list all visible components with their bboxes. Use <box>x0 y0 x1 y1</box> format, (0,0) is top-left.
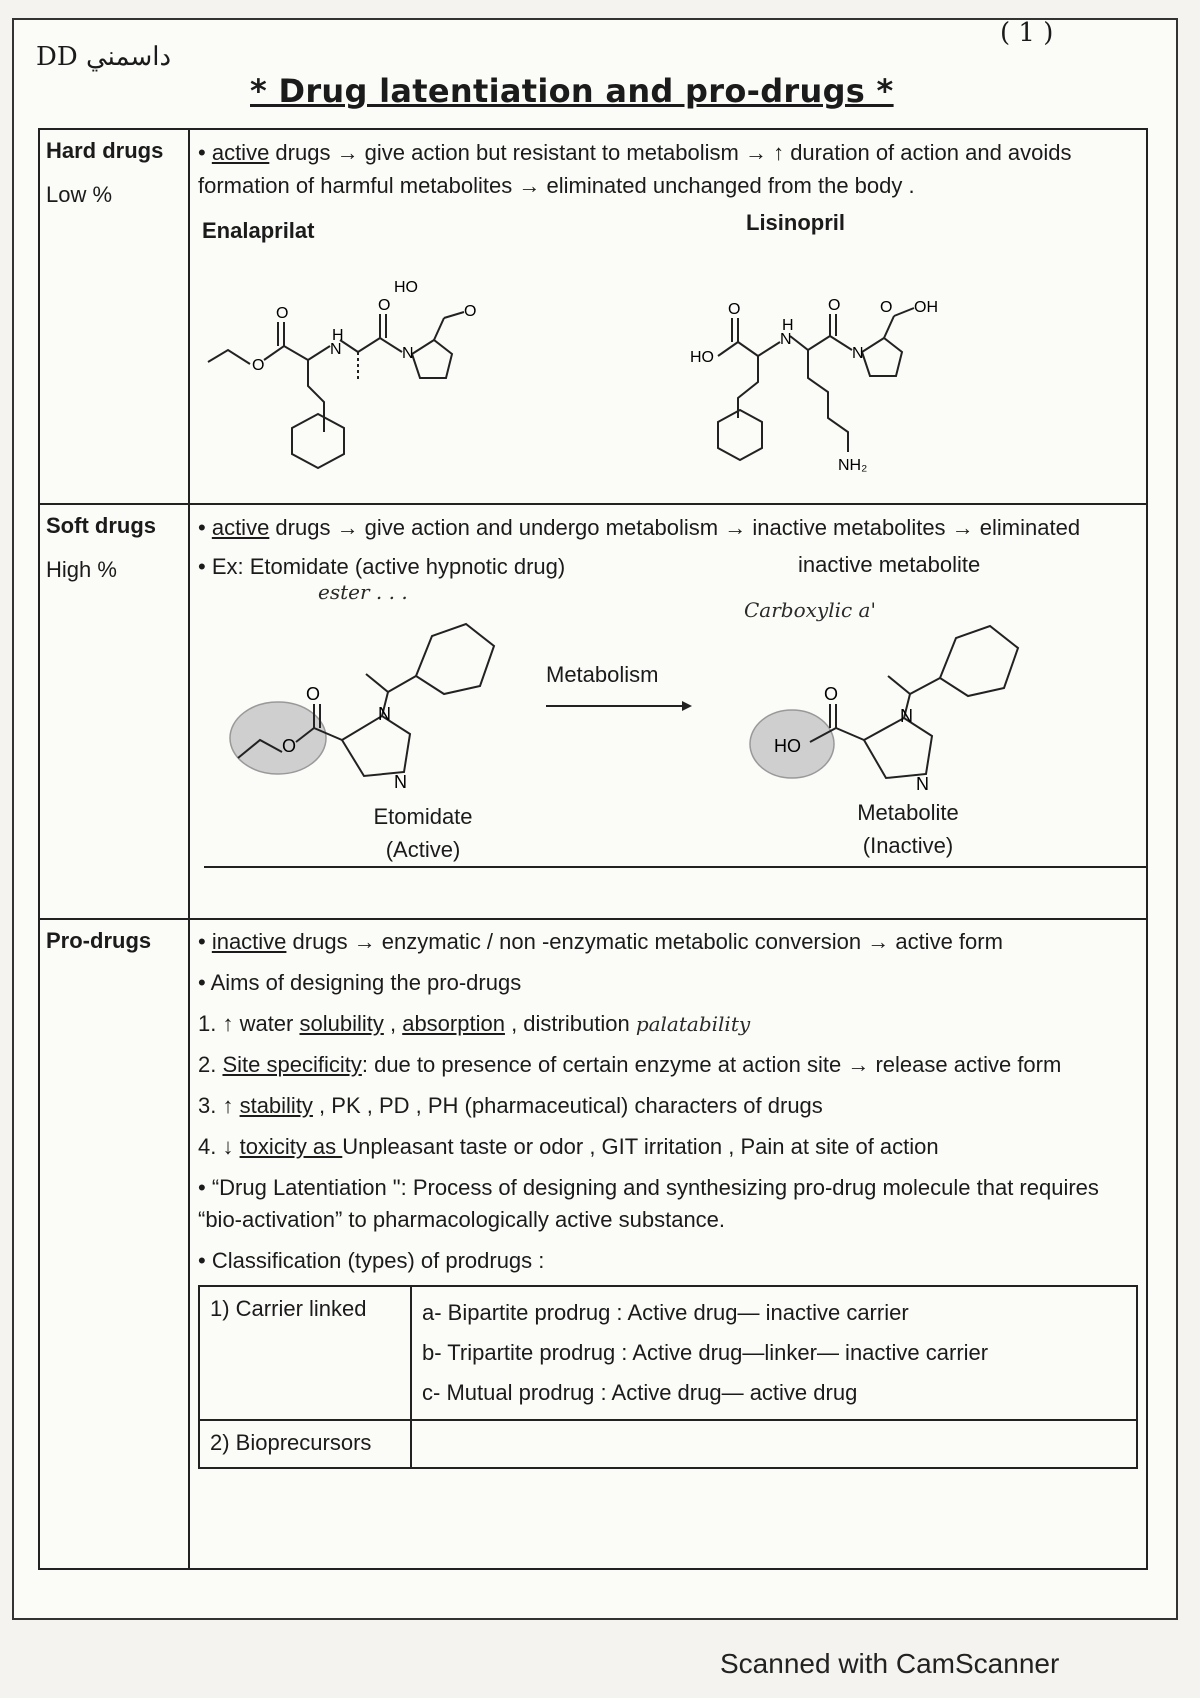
drug-latentiation-definition: • “Drug Latentiation ": Process of designing and synthesizing pro-drug molecule that requires “bio-activation” to pharmacologically active substance. <box>198 1175 1099 1232</box>
lisinopril-structure <box>658 242 998 482</box>
hard-drugs-percent: Low % <box>46 182 113 207</box>
soft-drugs-label: Soft drugs <box>46 513 156 538</box>
page-title: * Drug latentiation and pro-drugs * <box>250 72 894 110</box>
lisinopril-label: Lisinopril <box>746 210 845 235</box>
metabolite-caption <box>828 796 988 862</box>
aim-3-prefix: 3. ↑ <box>198 1093 240 1118</box>
metabolism-arrow <box>544 696 694 716</box>
solubility-word: solubility <box>299 1011 384 1036</box>
soft-drugs-row <box>39 504 1147 919</box>
site-specificity-word: Site specificity <box>222 1052 362 1077</box>
active-word: active <box>211 140 270 165</box>
etomidate-caption <box>348 800 498 866</box>
svg-text:NH₂: NH₂ <box>838 457 868 474</box>
metabolite-structure <box>744 608 1044 808</box>
hard-drugs-text: drugs → give action but resistant to metabolism → ↑ duration of action and avoids formation of harmful metabolites → eliminated unchanged from the body . <box>198 140 1072 198</box>
svg-text:N: N <box>916 774 929 794</box>
aim-3 <box>198 1090 1138 1122</box>
soft-drugs-percent: High % <box>46 557 117 582</box>
tripartite-prodrug: b- Tripartite prodrug : Active drug—linker— inactive carrier <box>422 1340 989 1365</box>
drug-types-table <box>38 128 1148 1570</box>
svg-text:N: N <box>900 706 913 726</box>
svg-text:H: H <box>332 327 344 344</box>
carrier-linked-row <box>199 1286 1137 1420</box>
active-word: active <box>211 515 270 540</box>
pro-drugs-content <box>189 919 1147 1569</box>
bullet: • <box>198 515 212 540</box>
svg-text:O: O <box>880 299 893 316</box>
svg-text:O: O <box>282 736 297 756</box>
enalaprilat-label: Enalaprilat <box>202 218 315 243</box>
aim-4 <box>198 1131 1138 1163</box>
svg-text:O: O <box>306 684 321 704</box>
hard-drugs-structures <box>198 212 1138 482</box>
svg-text:O: O <box>378 297 391 314</box>
svg-text:H: H <box>782 317 794 334</box>
aims-heading: • Aims of designing the pro-drugs <box>198 970 522 995</box>
etomidate-state: (Active) <box>385 837 461 862</box>
classification-heading: • Classification (types) of prodrugs : <box>198 1248 545 1273</box>
aim-1-prefix: 1. ↑ water <box>198 1011 300 1036</box>
metabolite-name: Metabolite <box>857 800 959 825</box>
pro-drugs-description: • inactive drugs → enzymatic / non -enzymatic metabolic conversion → active form <box>198 929 1003 954</box>
svg-text:O: O <box>828 297 841 314</box>
aim-2-prefix: 2. <box>198 1052 223 1077</box>
bipartite-prodrug: a- Bipartite prodrug : Active drug— inactive carrier <box>422 1300 909 1325</box>
svg-text:HO: HO <box>690 349 714 366</box>
svg-text:N: N <box>402 345 414 362</box>
svg-text:HO: HO <box>394 279 418 296</box>
svg-text:O: O <box>252 357 265 374</box>
aim-4-rest: Unpleasant taste or odor , GIT irritation , Pain at site of action <box>342 1134 939 1159</box>
toxicity-word: toxicity as <box>239 1134 343 1159</box>
hard-drugs-content <box>189 129 1147 504</box>
aim-1 <box>198 1008 1138 1040</box>
svg-text:N: N <box>780 331 792 348</box>
svg-text:OH: OH <box>914 299 938 316</box>
etomidate-name: Etomidate <box>373 804 473 829</box>
svg-text:O: O <box>276 305 289 322</box>
soft-drugs-text: drugs → give action and undergo metabolism → inactive metabolites → eliminated <box>269 515 1081 540</box>
page-number-marker: ( 1 ) <box>1000 18 1054 48</box>
prodrug-classification-table <box>198 1285 1138 1469</box>
aim-2-rest: : due to presence of certain enzyme at action site → release active form <box>361 1052 1062 1077</box>
soft-drugs-label-cell <box>39 504 189 919</box>
aim-3-rest: , PK , PD , PH (pharmaceutical) characters of drugs <box>312 1093 823 1118</box>
aim-4-prefix: 4. ↓ <box>198 1134 240 1159</box>
svg-text:HO: HO <box>774 736 801 756</box>
handwritten-corner-note: DD داسمني <box>36 42 172 72</box>
handwritten-palatability-note: palatability <box>635 1012 751 1036</box>
svg-text:N: N <box>378 704 391 724</box>
bioprecursors-cell: 2) Bioprecursors <box>199 1420 411 1468</box>
stability-word: stability <box>239 1093 313 1118</box>
handwritten-carboxylic-note: Carboxylic a' <box>744 598 876 622</box>
svg-text:O: O <box>464 303 477 320</box>
mutual-prodrug: c- Mutual prodrug : Active drug— active drug <box>422 1380 858 1405</box>
enalaprilat-structure <box>198 242 528 482</box>
inactive-word: inactive <box>211 929 287 954</box>
svg-text:N: N <box>852 345 864 362</box>
bioprecursors-row <box>199 1420 1137 1468</box>
metabolite-state: (Inactive) <box>862 833 954 858</box>
aim-1-separator: , <box>383 1011 403 1036</box>
carrier-linked-types <box>411 1286 1137 1420</box>
hard-drugs-row <box>39 129 1147 504</box>
pro-drugs-text: drugs → enzymatic / non -enzymatic metabolic conversion → active form <box>286 929 1003 954</box>
aim-2 <box>198 1049 1138 1081</box>
carrier-linked-cell: 1) Carrier linked <box>199 1286 411 1420</box>
bioprecursors-empty-cell <box>411 1420 1137 1468</box>
pro-drugs-label: Pro-drugs <box>46 928 152 953</box>
svg-text:N: N <box>330 341 342 358</box>
soft-drugs-content <box>189 504 1147 919</box>
pro-drugs-row <box>39 919 1147 1569</box>
metabolism-label: Metabolism <box>546 662 659 687</box>
etomidate-structure <box>218 608 518 808</box>
etomidate-example-text: • Ex: Etomidate (active hypnotic drug) <box>198 554 566 579</box>
svg-text:N: N <box>394 772 407 792</box>
inactive-metabolite-label: inactive metabolite <box>798 552 981 577</box>
bullet: • <box>198 140 212 165</box>
aim-1-rest: , distribution <box>504 1011 630 1036</box>
scanner-watermark: Scanned with CamScanner <box>720 1648 1060 1679</box>
hard-drugs-label: Hard drugs <box>46 138 164 163</box>
soft-drugs-example <box>198 550 1138 880</box>
hard-drugs-description <box>198 136 1138 202</box>
svg-text:O: O <box>824 684 839 704</box>
handwritten-ester-note: ester . . . <box>318 580 408 604</box>
hard-drugs-label-cell <box>39 129 189 504</box>
section-divider <box>204 866 1148 868</box>
absorption-word: absorption <box>402 1011 505 1036</box>
soft-drugs-description <box>198 511 1138 544</box>
pro-drugs-label-cell <box>39 919 189 1569</box>
svg-text:O: O <box>728 301 741 318</box>
